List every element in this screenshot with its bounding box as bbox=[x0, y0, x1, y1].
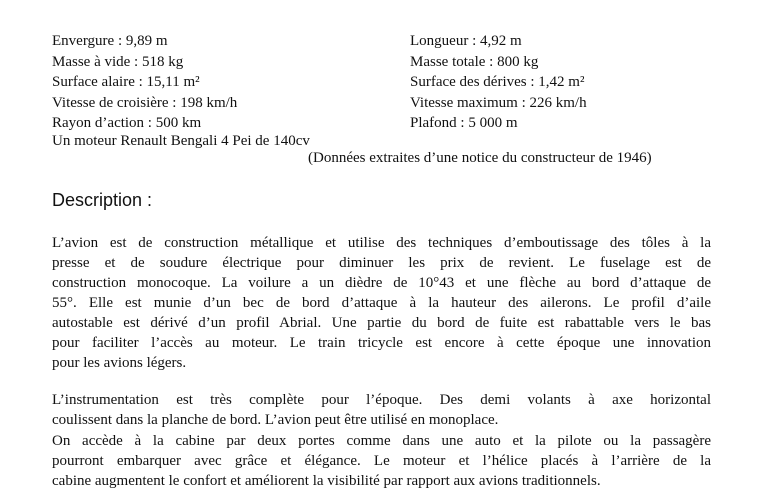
paragraph-line: L’instrumentation est très complète pour l’époque. Des demi volants à axe horizontal bbox=[52, 392, 711, 408]
source-note: (Données extraites d’une notice du constructeur de 1946) bbox=[308, 150, 652, 166]
paragraph-line: On accède à la cabine par deux portes comme dans une auto et la pilote ou la passagère bbox=[52, 433, 711, 449]
spec-cruise-speed: Vitesse de croisière : 198 km/h bbox=[52, 95, 238, 111]
spec-max-speed: Vitesse maximum : 226 km/h bbox=[410, 95, 587, 111]
spec-ceiling: Plafond : 5 000 m bbox=[410, 115, 518, 131]
paragraph-line: pour les avions légers. bbox=[52, 355, 187, 371]
paragraph-line: cabine augmentent le confort et améliorent la visibilité par rapport aux avions traditionnels. bbox=[52, 473, 601, 489]
paragraph-line: construction monocoque. La voilure a un dièdre de 10°43 et une flèche au bord d’attaque de bbox=[52, 275, 711, 291]
paragraph-line: 55°. Elle est munie d’un bec de bord d’attaque à la hauteur des ailerons. Le profil d’aile bbox=[52, 295, 711, 311]
paragraph-line: pourront embarquer avec grâce et élégance. Le moteur et l’hélice placés à l’arrière de la bbox=[52, 453, 711, 469]
spec-range: Rayon d’action : 500 km bbox=[52, 115, 202, 131]
spec-fin-area: Surface des dérives : 1,42 m² bbox=[410, 74, 585, 90]
spec-empty-mass: Masse à vide : 518 kg bbox=[52, 54, 184, 70]
paragraph-cabin bbox=[52, 431, 711, 491]
spec-engine: Un moteur Renault Bengali 4 Pei de 140cv bbox=[52, 133, 310, 149]
spec-total-mass: Masse totale : 800 kg bbox=[410, 54, 539, 70]
paragraph-line: coulissent dans la planche de bord. L’avion peut être utilisé en monoplace. bbox=[52, 412, 499, 428]
paragraph-line: L’avion est de construction métallique et utilise des techniques d’emboutissage des tôles à la bbox=[52, 235, 711, 251]
spec-wing-area: Surface alaire : 15,11 m² bbox=[52, 74, 200, 90]
spec-length: Longueur : 4,92 m bbox=[410, 33, 522, 49]
paragraph-line: pour faciliter l’accès au moteur. Le train tricycle est encore à cette époque une innovation bbox=[52, 335, 711, 351]
paragraph-instrumentation bbox=[52, 390, 711, 430]
description-heading: Description : bbox=[52, 190, 153, 210]
paragraph-construction bbox=[52, 233, 711, 373]
paragraph-line: presse et de soudure électrique pour diminuer les prix de revient. Le fuselage est de bbox=[52, 255, 711, 271]
spec-wingspan: Envergure : 9,89 m bbox=[52, 33, 168, 49]
paragraph-line: autostable est dérivé d’un profil Abrial. Une partie du bord de fuite est rabattable vers le bas bbox=[52, 315, 711, 331]
